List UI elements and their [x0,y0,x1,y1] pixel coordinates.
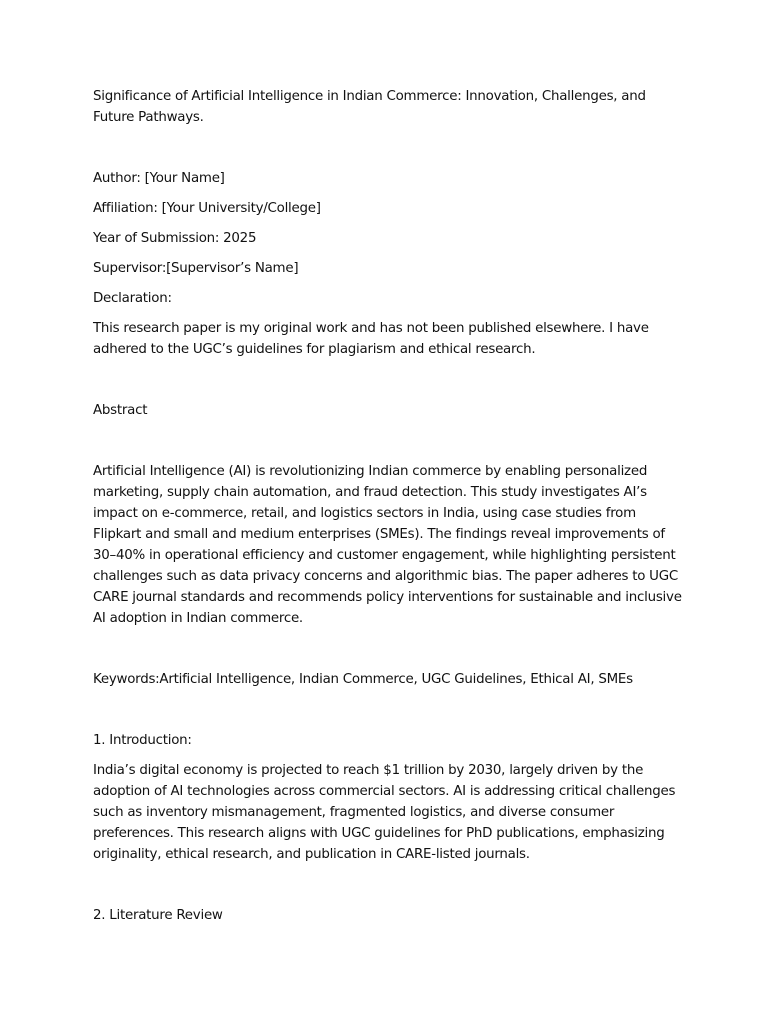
abstract-heading: Abstract [93,403,148,418]
declaration-text: This research paper is my original work and has not been published elsewhere. I have adhered to the UGC’s guidelines for plagiarism and ethical research. [93,321,649,357]
declaration-heading: Declaration: [93,291,172,306]
literature-review-heading: 2. Literature Review [93,908,223,923]
supervisor-line: Supervisor:[Supervisor’s Name] [93,261,299,276]
introduction-heading: 1. Introduction: [93,733,192,748]
document-body [93,86,683,926]
author-line: Author: [Your Name] [93,171,225,186]
abstract-text: Artificial Intelligence (AI) is revolutionizing Indian commerce by enabling personalized marketing, supply chain automation, and fraud detection. This study investigates AI’s impact on e-commerce, retail, and logistics sectors in India, using case studies from Flipkart and small and medium enterprises (SMEs). The findings reveal improvements of 30–40% in operational efficiency and customer engagement, while highlighting persistent challenges such as data privacy concerns and algorithmic bias. The paper adheres to UGC CARE journal standards and recommends policy interventions for sustainable and inclusive AI adoption in Indian commerce. [93,464,682,626]
keywords-line: Keywords:Artificial Intelligence, Indian Commerce, UGC Guidelines, Ethical AI, SMEs [93,672,633,687]
affiliation-line: Affiliation: [Your University/College] [93,201,321,216]
year-line: Year of Submission: 2025 [93,231,257,246]
introduction-text: India’s digital economy is projected to reach $1 trillion by 2030, largely driven by the adoption of AI technologies across commercial sectors. AI is addressing critical challenges such as inventory mismanagement, fragmented logistics, and diverse consumer preferences. This research aligns with UGC guidelines for PhD publications, emphasizing originality, ethical research, and publication in CARE-listed journals. [93,763,676,862]
paper-title: Significance of Artificial Intelligence in Indian Commerce: Innovation, Challenges, and Future Pathways. [93,89,646,125]
